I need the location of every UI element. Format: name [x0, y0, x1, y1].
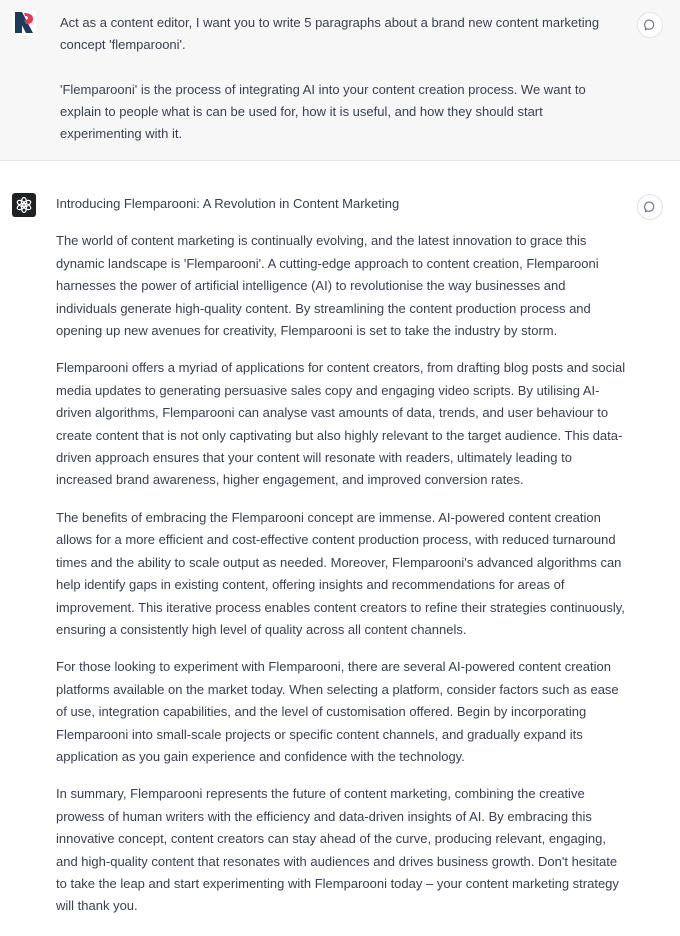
user-paragraph: 'Flemparooni' is the process of integrating AI into your content creation process. We want to explain to people what is can be used for, how it is useful, and how they should start experimenting with it. [60, 81, 586, 142]
user-message-text [60, 12, 620, 145]
user-comment-button[interactable] [637, 12, 663, 38]
response-title: Introducing Flemparooni: A Revolution in Content Marketing [56, 196, 400, 211]
response-paragraph: In summary, Flemparooni represents the future of content marketing, combining the creative prowess of human writers with the efficiency and data-driven insights of AI. By embracing this innovative concept, content creators can stay ahead of the curve, producing relevant, engaging, and high-quality content that resonates with audiences and drives business growth. Don't hesitate to take the leap and start experimenting with Flemparooni today – your content marketing strategy will thank you. [56, 786, 619, 914]
assistant-message-text [56, 193, 626, 933]
assistant-comment-button[interactable] [637, 194, 663, 220]
assistant-message [0, 161, 680, 936]
user-message [0, 0, 680, 161]
response-paragraph: Flemparooni offers a myriad of applications for content creators, from drafting blog posts and social media updates to generating persuasive sales copy and engaging video scripts. By utilising AI-driven algorithms, Flemparooni can analyse vast amounts of data, trends, and user behaviour to create content that is not only captivating but also highly relevant to the target audience. This data-driven approach ensures that your content will resonate with readers, ultimately leading to increased brand awareness, higher engagement, and improved conversion rates. [56, 360, 626, 488]
comment-icon [644, 19, 656, 31]
comment-icon [644, 201, 656, 213]
response-paragraph: For those looking to experiment with Flemparooni, there are several AI-powered content creation platforms available on the market today. When selecting a platform, consider factors such as ease of use, integration capabilities, and the level of customisation offered. Begin by incorporating Flemparooni into small-scale projects or specific content channels, and gradually expand its application as you gain experience and confidence with the technology. [56, 659, 619, 764]
response-paragraph: The world of content marketing is continually evolving, and the latest innovation to grace this dynamic landscape is 'Flemparooni'. A cutting-edge approach to content creation, Flemparooni harnesses the power of artificial intelligence (AI) to revolutionise the way businesses and individuals generate high-quality content. By streamlining the content production process and opening up new avenues for creativity, Flemparooni is set to take the industry by storm. [56, 233, 599, 339]
user-paragraph: Act as a content editor, I want you to write 5 paragraphs about a brand new content marketing concept 'flemparooni'. [60, 15, 600, 53]
response-paragraph: The benefits of embracing the Flemparooni concept are immense. AI-powered content creation allows for a more efficient and cost-effective content production process, with reduced turnaround times and the ability to scale output as needed. Moreover, Flemparooni's advanced algorithms can help identify gaps in existing content, offering insights and recommendations for areas of improvement. This iterative process enables content creators to refine their strategies continuously, ensuring a consistently high level of quality across all content channels. [56, 509, 625, 637]
user-logo-icon [12, 11, 36, 35]
openai-logo-icon [12, 193, 36, 217]
